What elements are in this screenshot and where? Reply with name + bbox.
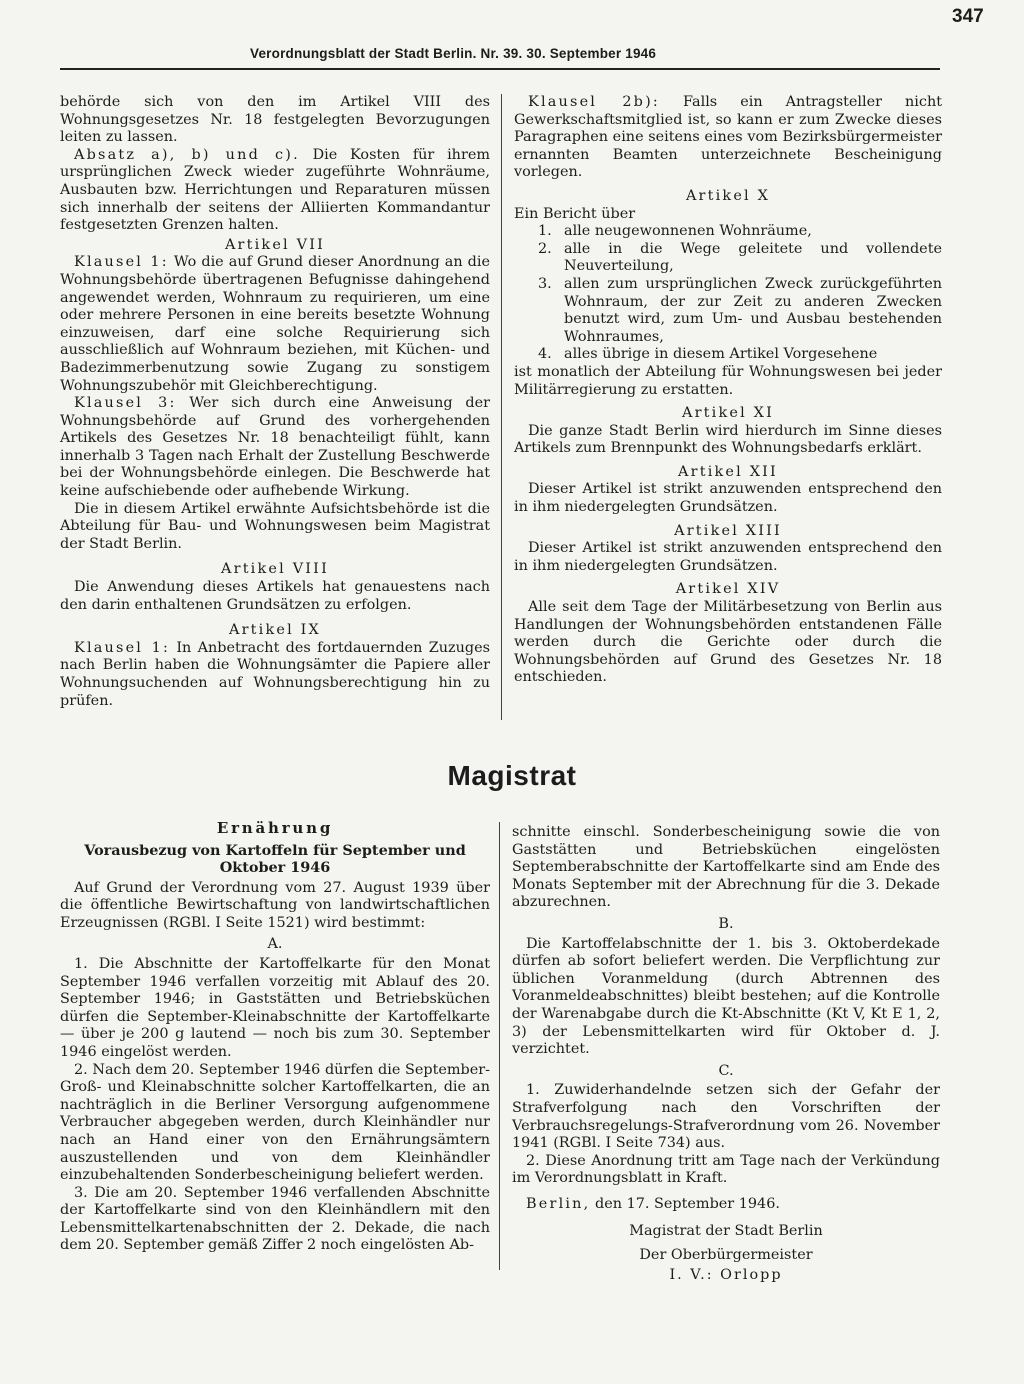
article-heading: Artikel VII <box>224 236 326 253</box>
date-line <box>512 1196 940 1214</box>
left-column-bottom <box>60 820 490 1255</box>
paragraph: 2. Diese Anordnung tritt am Tage nach der Verkündung im Verordnungsblatt in Kraft. <box>512 1152 940 1187</box>
article-heading: Artikel XII <box>678 463 778 480</box>
page-number: 347 <box>952 6 984 27</box>
list-text: alle in die Wege geleitete und vollendete Neuverteilung, <box>564 240 942 275</box>
article-heading: Artikel XIII <box>674 522 782 539</box>
list-number: 2. <box>538 240 552 257</box>
list-text: alle neugewonnenen Wohnräume, <box>564 223 812 240</box>
clause-label: Klausel 1: <box>74 254 169 271</box>
paragraph <box>60 395 490 501</box>
paragraph <box>60 640 490 710</box>
section-title: Ernährung <box>216 819 334 837</box>
signature-line: Magistrat der Stadt Berlin <box>629 1223 823 1240</box>
paragraph: ist monatlich der Abteilung für Wohnungswesen bei jeder Militärregierung zu erstatten. <box>514 363 942 398</box>
paragraph: Alle seit dem Tage der Militärbesetzung von Berlin aus Handlungen der Wohnungsbehörden entstandenen Fälle werden durch die Gerichte oder durch die Wohnungsbehörden auf Grund des Gesetzes Nr. 18 entschieden. <box>514 599 942 686</box>
column-divider-bottom <box>499 822 500 1270</box>
paragraph-text: In Anbetracht des fortdauernden Zuzuges nach Berlin haben die Wohnungsämter die Papiere aller Wohnungsuchenden auf Wohnungsberechtigung hin zu prüfen. <box>60 639 490 709</box>
list-item <box>514 276 942 346</box>
paragraph <box>60 147 490 235</box>
signature-line: Der Oberbürgermeister <box>639 1247 813 1264</box>
paragraph: Auf Grund der Verordnung vom 27. August 1939 über die öffentliche Bewirtschaftung von landwirtschaftlichen Erzeugnissen (RGBl. I Seite 1521) wird bestimmt: <box>60 879 490 931</box>
paragraph <box>514 94 942 182</box>
article-heading: Artikel IX <box>229 622 321 639</box>
list-text: alles übrige in diesem Artikel Vorgesehene <box>564 346 878 363</box>
list-item <box>514 223 942 241</box>
list-number: 1. <box>538 223 552 240</box>
subsection-letter: C. <box>718 1062 734 1079</box>
list-item <box>514 346 942 364</box>
article-heading: Artikel X <box>685 187 771 204</box>
clause-label: Klausel 1: <box>74 639 171 656</box>
paragraph: schnitte einschl. Sonderbescheinigung sowie die von Gaststätten und Betriebsküchen eingelösten Septemberabschnitte der Kartoffelkarte sind am Ende des Monats September mit der Abrechnung für die 3. Dekade abzurechnen. <box>512 824 940 911</box>
article-heading: Artikel VIII <box>221 561 329 578</box>
clause-label: Absatz a), b) und c). <box>74 146 300 163</box>
paragraph-text: Falls ein Antragsteller nicht Gewerkschaftsmitglied ist, so kann er zum Zwecke dieses Paragraphen eine seitens eines vom Bezirksbürgermeister ernannten Beamten unterzeichnete Bescheinigung vorlegen. <box>514 94 943 181</box>
clause-label: Klausel 3: <box>74 395 177 412</box>
article-heading: Artikel XI <box>682 405 774 422</box>
paragraph: 3. Die am 20. September 1946 verfallenden Abschnitte der Kartoffelkarte sind von den Kleinhändlern mit den Lebensmittelkartenabschnitten der 2. Dekade, die nach dem 20. September gemäß Ziffer 2 noch eingelösten Ab- <box>60 1184 490 1254</box>
signature-line: I. V.: Orlopp <box>669 1266 783 1283</box>
subsection-letter: B. <box>718 915 734 932</box>
paragraph: Die Kartoffelabschnitte der 1. bis 3. Oktoberdekade dürfen ab sofort beliefert werden. Die Verpflichtung zur üblichen Voranmeldung (durch Abtrennen des Voranmeldeabschnittes) bleibt bestehen; auf die Kontrolle der Warenabgabe durch die Kt-Abschnitte (Kt V, Kt E 1, 2, 3) der Lebensmittelkarten wird für Oktober d. J. verzichtet. <box>512 935 940 1058</box>
paragraph: Ein Bericht über <box>514 205 636 222</box>
paragraph <box>60 254 490 395</box>
paragraph: 2. Nach dem 20. September 1946 dürfen die September-Groß- und Kleinabschnitte solcher Kartoffelkarten, die an nachträglich in die Berliner Versorgung aufgenommene Verbraucher abgegeben werden, durch Kleinhändler nur nach an Hand einer von den Ernährungsämtern auszustellenden und von dem Kleinhändler einzubehaltenden Sonderbescheinigung beliefert werden. <box>60 1061 490 1184</box>
subsection-letter: A. <box>267 936 283 953</box>
left-column-top <box>60 94 490 710</box>
paragraph: behörde sich von den im Artikel VIII des Wohnungsgesetzes Nr. 18 festgelegten Bevorzugungen leiten zu lassen. <box>60 94 490 146</box>
header-rule <box>60 68 940 70</box>
paragraph: 1. Die Abschnitte der Kartoffelkarte für den Monat September 1946 verfallen vorzeitig mit Ablauf des 20. September 1946; in Gaststätten und Betriebsküchen dürfen die September-Kleinabschnitte der Kartoffelkarte — über je 200 g lautend — noch bis zum 30. September 1946 eingelöst werden. <box>60 955 490 1060</box>
right-column-top <box>514 94 942 687</box>
date-place: Berlin, <box>526 1195 591 1212</box>
subsection-title: Vorausbezug von Kartoffeln für September und Oktober 1946 <box>84 841 466 876</box>
paragraph: Die Anwendung dieses Artikels hat genauestens nach den darin enthaltenen Grundsätzen zu erfolgen. <box>60 579 490 613</box>
paragraph: 1. Zuwiderhandelnde setzen sich der Gefahr der Strafverfolgung nach den Vorschriften der Verbrauchsregelungs-Strafverordnung vom 26. November 1941 (RGBl. I Seite 734) aus. <box>512 1082 940 1152</box>
running-header: Verordnungsblatt der Stadt Berlin. Nr. 39. 30. September 1946 <box>250 46 657 61</box>
paragraph-text: Wer sich durch eine Anweisung der Wohnungsbehörde auf Grund des vorhergehenden Artikels des Gesetzes Nr. 18 benachteiligt fühlt, kann innerhalb 3 Tagen nach Erhalt der Zustellung Beschwerde bei der Wohnungsbehörde einlegen. Die Beschwerde hat keine aufschiebende oder aufhebende Wirkung. <box>60 395 490 500</box>
paragraph: Dieser Artikel ist strikt anzuwenden entsprechend den in ihm niedergelegten Grundsätzen. <box>514 481 942 516</box>
date-text: den 17. September 1946. <box>595 1195 780 1212</box>
list-number: 4. <box>538 346 552 363</box>
column-divider-top <box>501 94 502 720</box>
paragraph: Dieser Artikel ist strikt anzuwenden entsprechend den in ihm niedergelegten Grundsätzen. <box>514 540 942 574</box>
list-item <box>514 241 942 276</box>
paragraph: Die ganze Stadt Berlin wird hierdurch im Sinne dieses Artikels zum Brennpunkt des Wohnungsbedarfs erklärt. <box>514 422 942 457</box>
right-column-bottom <box>512 824 940 1284</box>
paragraph-text: Wo die auf Grund dieser Anordnung an die Wohnungsbehörde übertragenen Befugnisse dahingehend angewendet werden, Wohnraum zu requirieren, um eine oder mehrere Personen in eine bereits besetzte Wohnung einzuweisen, darf eine solche Requirierung sich ausschließlich auf Wohnraum beziehen, mit Küchen- und Badezimmerbenutzung sowie Zugang zu sonstigem Wohnungszubehör mit Gleichberechtigung. <box>60 254 490 394</box>
article-heading: Artikel XIV <box>675 581 781 598</box>
list-number: 3. <box>538 275 552 292</box>
list-text: allen zum ursprünglichen Zweck zurückgeführten Wohnraum, der zur Zeit zu anderen Zwecken benutzt wird, zum Um- und Ausbau bestehenden Wohnraumes, <box>564 275 942 345</box>
clause-label: Klausel 2b): <box>528 94 660 110</box>
paragraph: Die in diesem Artikel erwähnte Aufsichtsbehörde ist die Abteilung für Bau- und Wohnungswesen beim Magistrat der Stadt Berlin. <box>60 500 490 552</box>
paragraph-text: Die Kosten für ihrem ursprünglichen Zweck wieder zugeführte Wohnräume, Ausbauten bzw. Herrichtungen und Reparaturen müssen sich innerhalb der seitens der Alliierten Kommandantur festgesetzten Grenzen halten. <box>60 146 490 234</box>
section-heading-magistrat: Magistrat <box>447 760 577 791</box>
